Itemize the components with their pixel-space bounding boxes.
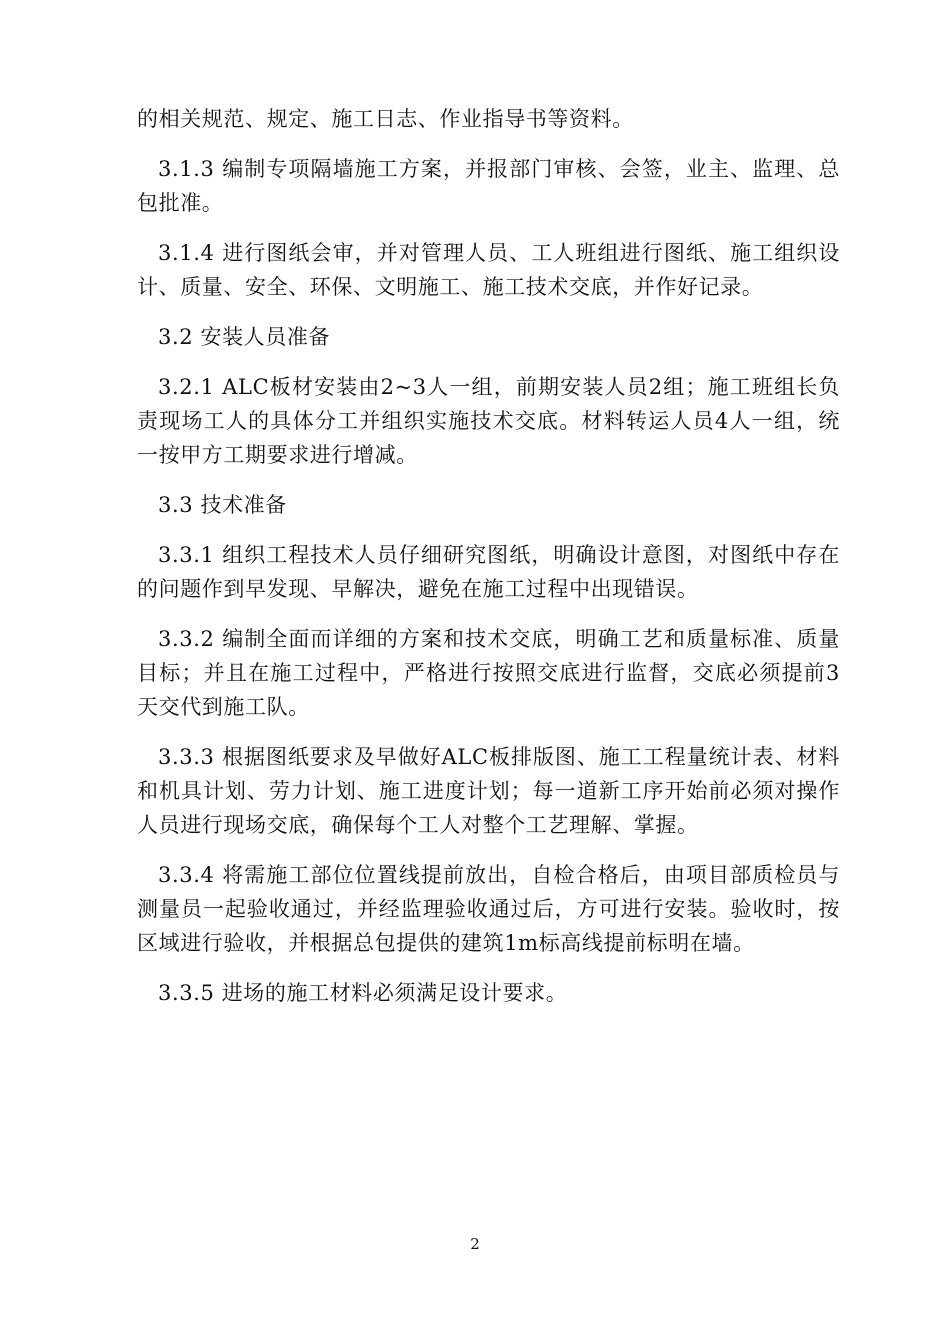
heading-3-2: 3.2 安装人员准备 bbox=[158, 325, 331, 349]
paragraph-3-2-1: 3.2.1 ALC板材安装由2~3人一组，前期安装人员2组；施工班组长负责现场工人的具体分工并组织实施技术交底。材料转运人员4人一组，统一按甲方工期要求进行增减。 bbox=[137, 375, 840, 467]
paragraph-3-3-4: 3.3.4 将需施工部位位置线提前放出，自检合格后，由项目部质检员与测量员一起验收通过，并经监理验收通过后，方可进行安装。验收时，按区域进行验收，并根据总包提供的建筑1m标高线提前标明在墙。 bbox=[137, 863, 840, 955]
paragraph-3-1-3: 3.1.3 编制专项隔墙施工方案，并报部门审核、会签，业主、监理、总包批准。 bbox=[137, 157, 840, 215]
paragraph-3-3-5: 3.3.5 进场的施工材料必须满足设计要求。 bbox=[158, 981, 568, 1005]
page-number: 2 bbox=[470, 1235, 480, 1253]
paragraph-3-1-4: 3.1.4 进行图纸会审，并对管理人员、工人班组进行图纸、施工组织设计、质量、安全、环保、文明施工、施工技术交底，并作好记录。 bbox=[137, 241, 840, 299]
paragraph-3-3-2: 3.3.2 编制全面而详细的方案和技术交底，明确工艺和质量标准、质量目标；并且在施工过程中，严格进行按照交底进行监督，交底必须提前3天交代到施工队。 bbox=[137, 627, 840, 719]
heading-3-3: 3.3 技术准备 bbox=[158, 493, 287, 517]
paragraph-continuation: 的相关规范、规定、施工日志、作业指导书等资料。 bbox=[137, 107, 634, 131]
document-body bbox=[137, 102, 840, 1026]
paragraph-3-3-3: 3.3.3 根据图纸要求及早做好ALC板排版图、施工工程量统计表、材料和机具计划、劳力计划、施工进度计划；每一道新工序开始前必须对操作人员进行现场交底，确保每个工人对整个工艺理解、掌握。 bbox=[137, 745, 840, 837]
paragraph-3-3-1: 3.3.1 组织工程技术人员仔细研究图纸，明确设计意图，对图纸中存在的问题作到早发现、早解决，避免在施工过程中出现错误。 bbox=[137, 543, 840, 601]
